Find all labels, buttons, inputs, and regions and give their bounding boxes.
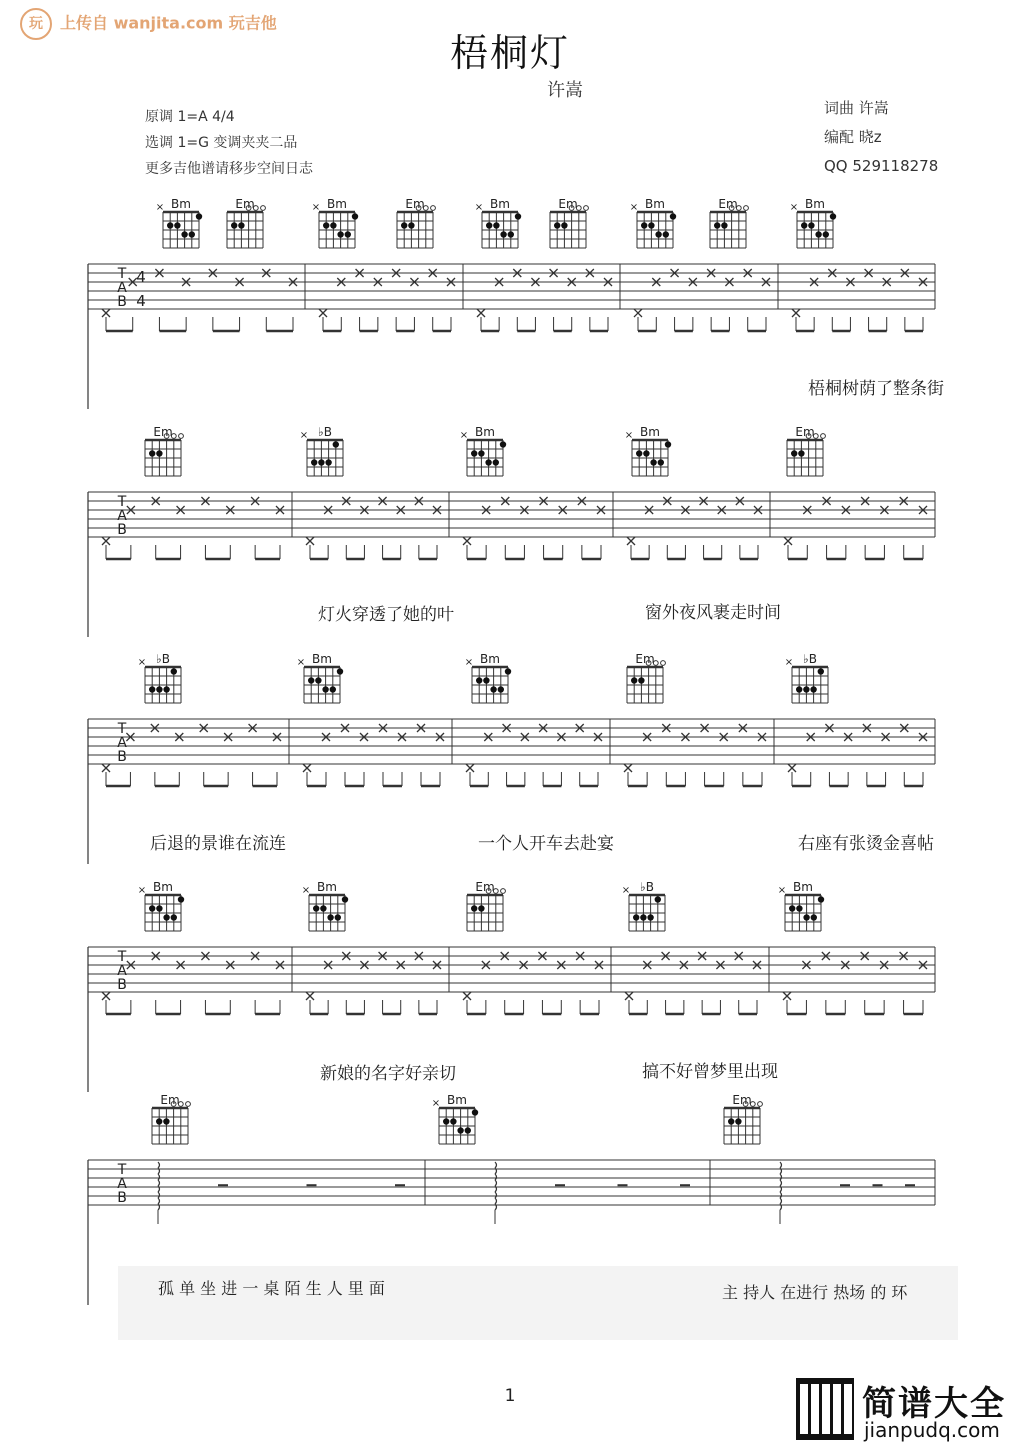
mute-mark: × (624, 430, 634, 441)
chord-dot (178, 896, 184, 902)
brand-name: 简谱大全 (862, 1384, 1006, 1424)
open-mark (744, 206, 749, 211)
arpeggio-wave (158, 1198, 160, 1204)
arpeggio-wave (780, 1162, 782, 1168)
tab-letter: B (117, 976, 127, 993)
mute-mark: × (299, 430, 309, 441)
chord-dot (465, 1127, 471, 1133)
arpeggio-wave (158, 1186, 160, 1192)
arpeggio-wave (495, 1162, 497, 1168)
arpeggio-wave (780, 1204, 782, 1210)
chord-dot (149, 450, 155, 456)
chord-name: Bm (475, 425, 495, 439)
brand-site: jianpudq.com (864, 1418, 1000, 1442)
tab-letter: T (117, 949, 127, 965)
arpeggio-wave (780, 1198, 782, 1204)
chord-name: Bm (805, 197, 825, 211)
tab-letter: B (117, 521, 127, 538)
open-mark (661, 661, 666, 666)
chord-dot (352, 213, 358, 219)
chord-dot (505, 668, 511, 674)
chord-name: Em (153, 425, 173, 439)
lyric-line: 主 持人 在进行 热场 的 环 (722, 1283, 908, 1302)
open-mark (501, 889, 506, 894)
chord-dot (801, 222, 807, 228)
chord-dot (322, 686, 328, 692)
chord-name: Em (160, 1093, 180, 1107)
chord-dot (149, 905, 155, 911)
piano-keys-icon (796, 1378, 854, 1440)
chord-name: Bm (645, 197, 665, 211)
chord-dot (171, 668, 177, 674)
jianpudq-logo (796, 1378, 1018, 1440)
chord-dot (663, 231, 669, 237)
chord-dot (149, 686, 155, 692)
lyric-line: 灯火穿透了她的叶 (318, 605, 454, 625)
chord-dot (815, 231, 821, 237)
time-signature-bottom: 4 (136, 292, 146, 310)
lyric-line: 右座有张烫金喜帖 (798, 834, 934, 854)
chord-dot (665, 441, 671, 447)
chord-dot (323, 222, 329, 228)
chord-dot (508, 231, 514, 237)
chord-name: ♭B (640, 880, 654, 894)
lyric-line: 搞不好曾梦里出现 (642, 1062, 778, 1082)
chord-dot (478, 905, 484, 911)
chord-dot (313, 905, 319, 911)
chord-dot (721, 222, 727, 228)
chord-name: Em (718, 197, 738, 211)
chord-dot (238, 222, 244, 228)
chord-dot (156, 1118, 162, 1124)
tab-letter: B (117, 748, 127, 765)
chord-name: Bm (480, 652, 500, 666)
chord-name: Em (235, 197, 255, 211)
arpeggio-wave (495, 1204, 497, 1210)
chord-dot (554, 222, 560, 228)
mute-mark: × (777, 885, 787, 896)
lyric-line: 一个人开车去赴宴 (478, 834, 614, 854)
tab-letter: A (117, 507, 127, 524)
chord-dot (647, 914, 653, 920)
chord-dot (478, 450, 484, 456)
time-signature-top: 4 (136, 268, 146, 286)
chord-dot (493, 459, 499, 465)
chord-name: Em (732, 1093, 752, 1107)
chord-dot (810, 686, 816, 692)
mute-mark: × (789, 202, 799, 213)
arpeggio-wave (495, 1180, 497, 1186)
mute-mark: × (296, 657, 306, 668)
arpeggio-wave (780, 1168, 782, 1174)
tab-letter: B (117, 1189, 127, 1206)
chord-name: Bm (153, 880, 173, 894)
tab-letter: A (117, 734, 127, 751)
arpeggio-wave (158, 1168, 160, 1174)
mute-mark: × (137, 885, 147, 896)
open-mark (179, 434, 184, 439)
lyric-line: 梧桐树荫了整条街 (808, 379, 944, 399)
mute-mark: × (137, 657, 147, 668)
arpeggio-wave (495, 1174, 497, 1180)
chord-dot (561, 222, 567, 228)
chord-dot (345, 231, 351, 237)
chord-dot (483, 677, 489, 683)
chord-dot (500, 441, 506, 447)
chord-dot (196, 213, 202, 219)
chord-name: Bm (640, 425, 660, 439)
chord-name: ♭B (156, 652, 170, 666)
chord-dot (156, 905, 162, 911)
chord-dot (471, 905, 477, 911)
chord-dot (796, 905, 802, 911)
chord-dot (789, 905, 795, 911)
chord-name: Bm (447, 1093, 467, 1107)
chord-dot (823, 231, 829, 237)
chord-dot (808, 222, 814, 228)
chord-name: Em (558, 197, 578, 211)
open-mark (186, 1102, 191, 1107)
song-title: 梧桐灯 (449, 31, 570, 75)
chord-name: Bm (327, 197, 347, 211)
arpeggio-wave (780, 1192, 782, 1198)
qq-number: QQ 529118278 (824, 157, 939, 175)
arpeggio-wave (158, 1180, 160, 1186)
lyric-line: 窗外夜风裹走时间 (645, 603, 781, 623)
mute-mark: × (301, 885, 311, 896)
chord-dot (655, 231, 661, 237)
chord-dot (803, 686, 809, 692)
chord-dot (490, 686, 496, 692)
chord-dot (818, 896, 824, 902)
tab-letter: T (117, 721, 127, 737)
chord-dot (156, 686, 162, 692)
chord-dot (485, 459, 491, 465)
tab-letter: T (117, 1162, 127, 1178)
chord-dot (318, 459, 324, 465)
tab-letter: B (117, 293, 127, 310)
chord-dot (333, 441, 339, 447)
original-key: 原调 1=A 4/4 (145, 109, 235, 125)
arranger: 编配 晓z (824, 128, 882, 146)
open-mark (821, 434, 826, 439)
chord-name: ♭B (803, 652, 817, 666)
arpeggio-wave (158, 1192, 160, 1198)
arpeggio-wave (158, 1162, 160, 1168)
chord-dot (457, 1127, 463, 1133)
mute-mark: × (474, 202, 484, 213)
chord-dot (803, 914, 809, 920)
chord-dot (486, 222, 492, 228)
chord-dot (330, 222, 336, 228)
chord-dot (472, 1109, 478, 1115)
chord-dot (640, 914, 646, 920)
chord-dot (450, 1118, 456, 1124)
chosen-key: 选调 1=G 变调夹夹二品 (145, 135, 298, 151)
chord-name: Em (405, 197, 425, 211)
mute-mark: × (431, 1098, 441, 1109)
chord-name: Bm (171, 197, 191, 211)
chord-dot (638, 677, 644, 683)
open-mark (431, 206, 436, 211)
chord-name: Bm (793, 880, 813, 894)
open-mark (261, 206, 266, 211)
chord-dot (796, 686, 802, 692)
tab-letter: T (117, 494, 127, 510)
tab-letter: T (117, 266, 127, 282)
chord-dot (818, 668, 824, 674)
chord-dot (330, 686, 336, 692)
mute-mark: × (459, 430, 469, 441)
lyricist: 词曲 许嵩 (824, 99, 889, 117)
mute-mark: × (464, 657, 474, 668)
chord-dot (163, 1118, 169, 1124)
arpeggio-wave (495, 1198, 497, 1204)
chord-name: Bm (490, 197, 510, 211)
tab-letter: A (117, 962, 127, 979)
chord-dot (791, 450, 797, 456)
chord-name: Bm (312, 652, 332, 666)
chord-dot (163, 686, 169, 692)
chord-dot (231, 222, 237, 228)
chord-dot (408, 222, 414, 228)
chord-dot (308, 677, 314, 683)
more-tabs-note: 更多吉他谱请移步空间日志 (145, 161, 313, 177)
chord-dot (631, 677, 637, 683)
arpeggio-wave (495, 1168, 497, 1174)
chord-dot (655, 896, 661, 902)
chord-dot (325, 459, 331, 465)
chord-dot (728, 1118, 734, 1124)
arpeggio-wave (158, 1174, 160, 1180)
chord-dot (498, 686, 504, 692)
chord-dot (648, 222, 654, 228)
chord-name: Em (635, 652, 655, 666)
wanjita-logo-icon: 玩 (20, 8, 52, 40)
chord-dot (633, 914, 639, 920)
chord-dot (714, 222, 720, 228)
chord-dot (658, 459, 664, 465)
chord-dot (830, 213, 836, 219)
chord-dot (515, 213, 521, 219)
lyric-line: 新娘的名字好亲切 (320, 1064, 456, 1084)
arpeggio-wave (158, 1204, 160, 1210)
chord-dot (335, 914, 341, 920)
chord-dot (401, 222, 407, 228)
chord-dot (443, 1118, 449, 1124)
chord-dot (735, 1118, 741, 1124)
page-number: 1 (504, 1386, 516, 1406)
chord-dot (337, 231, 343, 237)
chord-name: Bm (317, 880, 337, 894)
chord-dot (171, 914, 177, 920)
chord-dot (327, 914, 333, 920)
chord-dot (189, 231, 195, 237)
open-mark (758, 1102, 763, 1107)
watermark-label: 上传自 wanjita.com 玩吉他 (60, 13, 277, 33)
arpeggio-wave (495, 1192, 497, 1198)
chord-dot (320, 905, 326, 911)
tab-letter: A (117, 1175, 127, 1192)
chord-dot (156, 450, 162, 456)
chord-dot (636, 450, 642, 456)
chord-dot (174, 222, 180, 228)
mute-mark: × (311, 202, 321, 213)
chord-dot (493, 222, 499, 228)
lyric-line: 孤 单 坐 进 一 桌 陌 生 人 里 面 (158, 1279, 385, 1298)
chord-dot (471, 450, 477, 456)
chord-dot (163, 914, 169, 920)
chord-name: Em (795, 425, 815, 439)
chord-dot (181, 231, 187, 237)
chord-dot (337, 668, 343, 674)
chord-dot (641, 222, 647, 228)
chord-dot (476, 677, 482, 683)
arpeggio-wave (780, 1174, 782, 1180)
chord-dot (315, 677, 321, 683)
mute-mark: × (784, 657, 794, 668)
arpeggio-wave (780, 1180, 782, 1186)
mute-mark: × (629, 202, 639, 213)
tab-letter: A (117, 279, 127, 296)
open-mark (584, 206, 589, 211)
chord-dot (811, 914, 817, 920)
chord-dot (650, 459, 656, 465)
chord-dot (167, 222, 173, 228)
chord-name: ♭B (318, 425, 332, 439)
chord-dot (798, 450, 804, 456)
chord-dot (342, 896, 348, 902)
lyric-line: 后退的景谁在流连 (150, 834, 286, 854)
arpeggio-wave (495, 1186, 497, 1192)
chord-dot (643, 450, 649, 456)
chord-dot (500, 231, 506, 237)
chord-name: Em (475, 880, 495, 894)
chord-dot (311, 459, 317, 465)
arpeggio-wave (780, 1186, 782, 1192)
song-artist: 许嵩 (547, 80, 583, 101)
mute-mark: × (155, 202, 165, 213)
chord-dot (670, 213, 676, 219)
mute-mark: × (621, 885, 631, 896)
